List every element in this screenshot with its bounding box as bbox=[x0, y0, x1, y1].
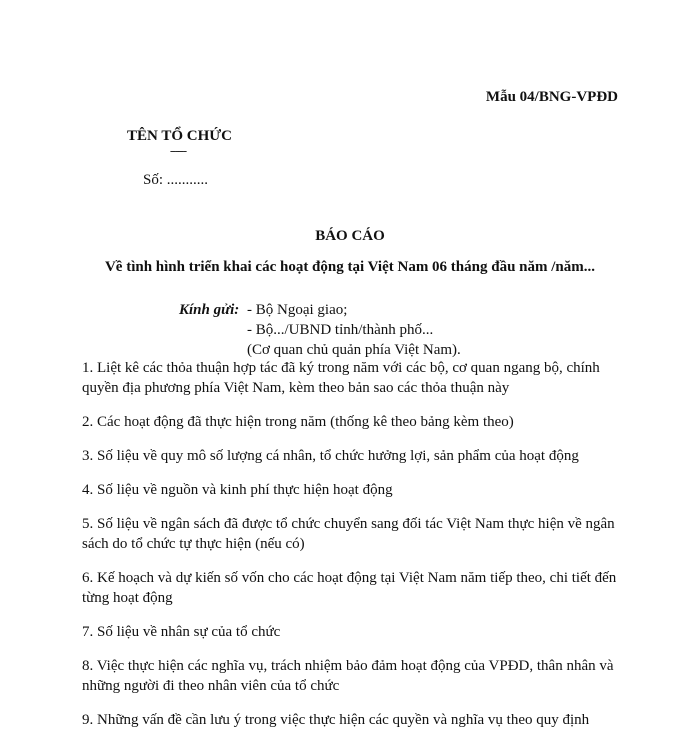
report-items bbox=[82, 358, 622, 744]
report-item: 5. Số liệu về ngân sách đã được tổ chức chuyển sang đối tác Việt Nam thực hiện về ngân sách do tổ chức tự thực hiện (nếu có) bbox=[82, 516, 615, 552]
report-item: 9. Những vấn đề cần lưu ý trong việc thực hiện các quyền và nghĩa vụ theo quy định bbox=[82, 712, 590, 728]
recipient-note: (Cơ quan chủ quản phía Việt Nam). bbox=[247, 342, 461, 358]
recipients-block bbox=[179, 300, 461, 360]
recipient-item: - Bộ.../UBND tỉnh/thành phố... bbox=[247, 322, 434, 338]
report-item: 8. Việc thực hiện các nghĩa vụ, trách nhiệm bảo đảm hoạt động của VPĐD, thân nhân và những người đi theo nhân viên của tổ chức bbox=[82, 658, 614, 694]
report-subtitle: Về tình hình triển khai các hoạt động tại Việt Nam 06 tháng đầu năm /năm... bbox=[104, 259, 596, 275]
report-item: 7. Số liệu về nhân sự của tổ chức bbox=[82, 624, 281, 640]
report-item: 1. Liệt kê các thỏa thuận hợp tác đã ký trong năm với các bộ, cơ quan ngang bộ, chính quyền địa phương phía Việt Nam, kèm theo bản sao các thỏa thuận này bbox=[82, 360, 600, 396]
report-item: 3. Số liệu về quy mô số lượng cá nhân, tổ chức hưởng lợi, sản phẩm của hoạt động bbox=[82, 448, 579, 464]
report-item: 6. Kế hoạch và dự kiến số vốn cho các hoạt động tại Việt Nam năm tiếp theo, chi tiết đến từng hoạt động bbox=[82, 570, 617, 606]
recipients-list bbox=[247, 300, 461, 360]
document-number: Số: ........... bbox=[143, 172, 209, 188]
recipients-label: Kính gửi: bbox=[179, 302, 240, 318]
organization-name: TÊN TỔ CHỨC bbox=[127, 128, 233, 144]
report-item: 2. Các hoạt động đã thực hiện trong năm (thống kê theo bảng kèm theo) bbox=[82, 414, 514, 430]
organization-block bbox=[127, 128, 233, 157]
recipient-item: - Bộ Ngoại giao; bbox=[247, 302, 348, 318]
report-item: 4. Số liệu về nguồn và kinh phí thực hiện hoạt động bbox=[82, 482, 393, 498]
form-code: Mẫu 04/BNG-VPĐD bbox=[485, 89, 618, 105]
organization-divider: ------ bbox=[170, 145, 186, 157]
report-title: BÁO CÁO bbox=[315, 228, 385, 244]
